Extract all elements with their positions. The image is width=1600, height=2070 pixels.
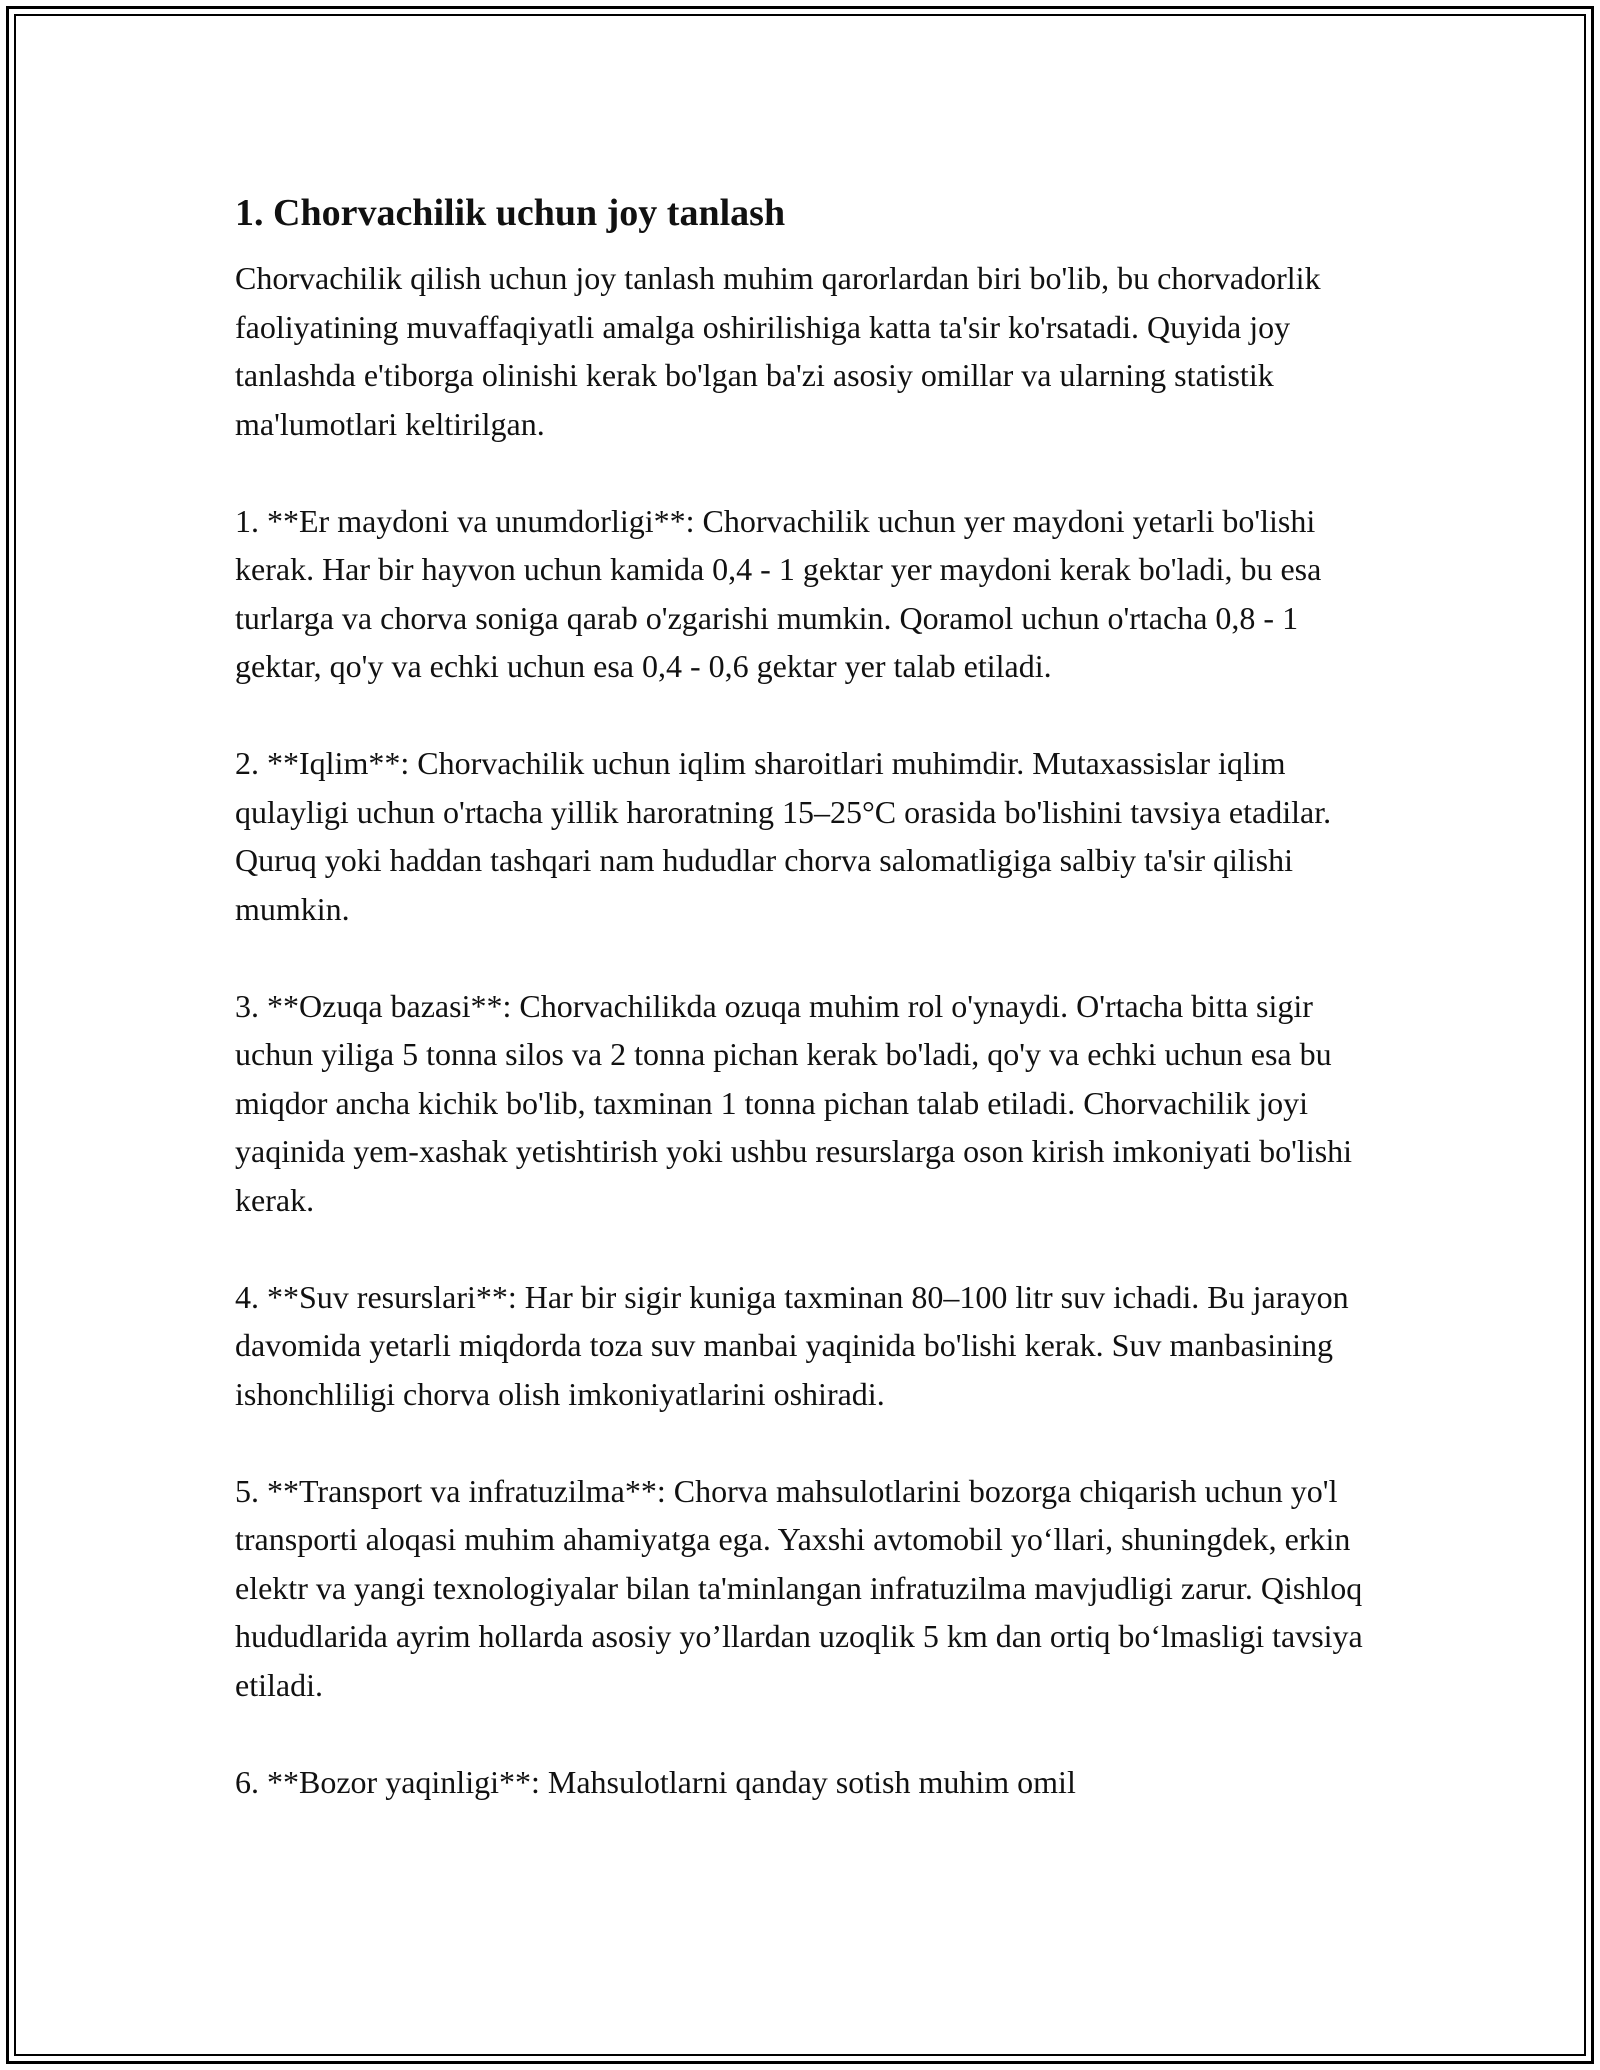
- document-title: 1. Chorvachilik uchun joy tanlash: [235, 192, 786, 234]
- paragraph-land: 1. **Er maydoni va unumdorligi**: Chorvachilik uchun yer maydoni yetarli bo'lishi kerak. Har bir hayvon uchun kamida 0,4 - 1 gektar yer maydoni kerak bo'ladi, bu esa turlarga va chorva soniga qarab o'zgarishi mumkin. Qoramol uchun o'rtacha 0,8 - 1 gektar, qo'y va echki uchun esa 0,4 - 0,6 gektar yer talab etiladi.: [235, 502, 1322, 684]
- paragraph-water: 4. **Suv resurslari**: Har bir sigir kuniga taxminan 80–100 litr suv ichadi. Bu jarayon davomida yetarli miqdorda toza suv manbai yaqinida bo'lishi kerak. Suv manbasining ishonchliligi chorva olish imkoniyatlarini oshiradi.: [235, 1278, 1349, 1412]
- paragraph-climate: 2. **Iqlim**: Chorvachilik uchun iqlim sharoitlari muhimdir. Mutaxassislar iqlim qulayligi uchun o'rtacha yillik haroratning 15–25°C orasida bo'lishini tavsiya etadilar. Quruq yoki haddan tashqari nam hududlar chorva salomatligiga salbiy ta'sir qilishi mumkin.: [235, 745, 1332, 927]
- document-body: [235, 188, 1370, 1806]
- paragraph-transport: 5. **Transport va infratuzilma**: Chorva mahsulotlarini bozorga chiqarish uchun yo'l transporti aloqasi muhim ahamiyatga ega. Yaxshi avtomobil yo‘llari, shuningdek, erkin elektr va yangi texnologiyalar bilan ta'minlangan infratuzilma mavjudligi zarur. Qishloq hududlarida ayrim hollarda asosiy yo’llardan uzoqlik 5 km dan ortiq bo‘lmasligi tavsiya etiladi.: [235, 1472, 1363, 1703]
- paragraph-feed: 3. **Ozuqa bazasi**: Chorvachilikda ozuqa muhim rol o'ynaydi. O'rtacha bitta sigir uchun yiliga 5 tonna silos va 2 tonna pichan kerak bo'ladi, qo'y va echki uchun esa bu miqdor ancha kichik bo'lib, taxminan 1 tonna pichan talab etiladi. Chorvachilik joyi yaqinida yem-xashak yetishtirish yoki ushbu resurslarga oson kirish imkoniyati bo'lishi kerak.: [235, 987, 1353, 1218]
- paragraph-intro: Chorvachilik qilish uchun joy tanlash muhim qarorlardan biri bo'lib, bu chorvadorlik faoliyatining muvaffaqiyatli amalga oshirilishiga katta ta'sir ko'rsatadi. Quyida joy tanlashda e'tiborga olinishi kerak bo'lgan ba'zi asosiy omillar va ularning statistik ma'lumotlari keltirilgan.: [235, 260, 1321, 442]
- paragraph-market: 6. **Bozor yaqinligi**: Mahsulotlarni qanday sotish muhim omil: [235, 1763, 1076, 1800]
